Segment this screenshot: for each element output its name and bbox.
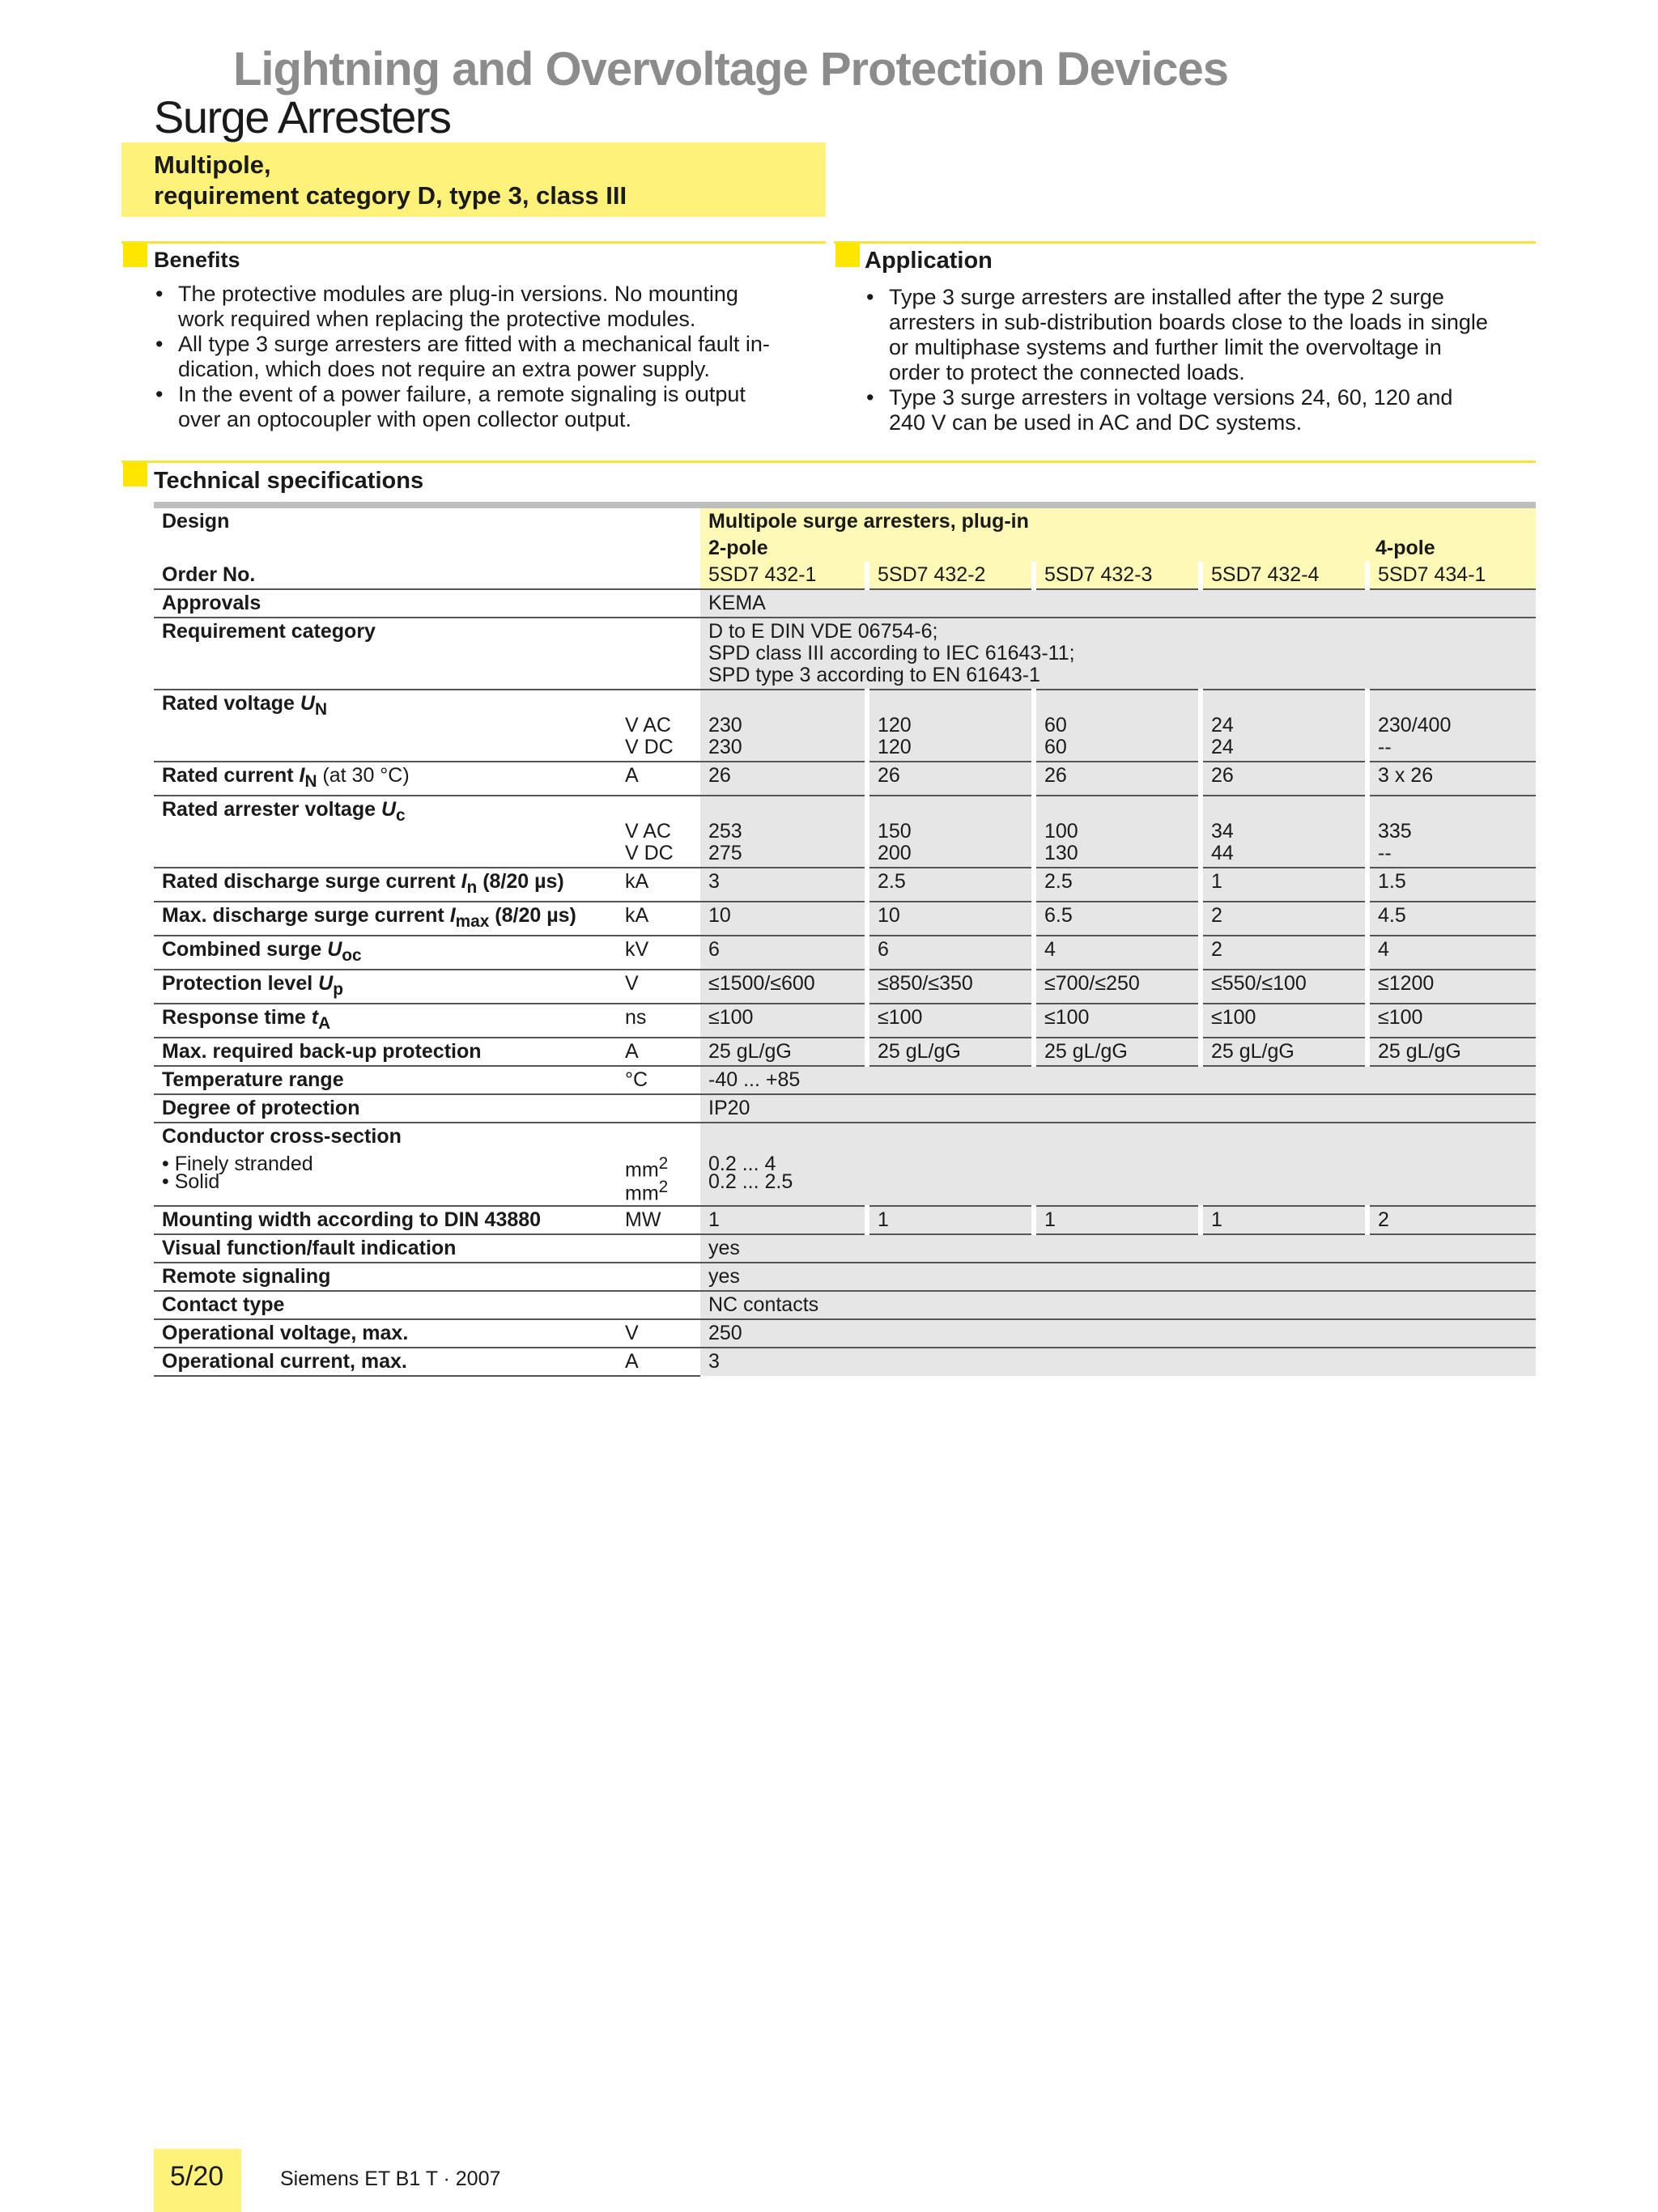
order-number: 5SD7 432-4 (1201, 562, 1367, 589)
spec-value: 2.5 (867, 868, 1034, 902)
table-row (154, 970, 1536, 1004)
conductor-solid-label: • Solid (162, 1170, 220, 1193)
table-row (154, 762, 1536, 796)
application-marker (835, 243, 860, 267)
op-current-unit: A (625, 1348, 700, 1376)
requirement-line: SPD class III according to IEC 61643-11; (708, 642, 1075, 664)
page-number: 5/20 (170, 2161, 224, 2192)
application-line: or multiphase systems and further limit the overvoltage in (889, 335, 1442, 359)
benefits-rule (121, 241, 826, 244)
rated-current-value: 26 (700, 762, 867, 796)
rated-current-value: 26 (1034, 762, 1201, 796)
table-row (154, 1348, 1536, 1376)
unit-vdc: V DC (625, 842, 674, 864)
spec-value: ≤100 (1201, 1004, 1367, 1038)
table-row (154, 618, 1536, 690)
mounting-value: 1 (1034, 1206, 1201, 1234)
table-row (154, 1234, 1536, 1263)
temperature-value: -40 ... +85 (700, 1066, 1536, 1094)
application-line: arresters in sub-distribution boards close to the loads in single (889, 310, 1488, 334)
arrester-voltage-value: 100 130 (1034, 796, 1201, 868)
arrester-voltage-value: 335 -- (1367, 796, 1536, 868)
arrester-voltage-value: 34 44 (1201, 796, 1367, 868)
arrester-voltage-units (625, 796, 700, 868)
rated-current-value: 3 x 26 (1367, 762, 1536, 796)
design-value: Multipole surge arresters, plug-in (700, 508, 1536, 535)
spec-value: 25 gL/gG (1034, 1038, 1201, 1066)
table-top-bar (154, 502, 1536, 508)
table-row (154, 1038, 1536, 1066)
unit-vdc: V DC (625, 736, 674, 758)
spec-value: ≤100 (867, 1004, 1034, 1038)
spec-value: 10 (867, 902, 1034, 936)
visual-value: yes (700, 1234, 1536, 1263)
specs-table (154, 508, 1536, 1377)
spec-value: 25 gL/gG (1367, 1038, 1536, 1066)
table-row (154, 1263, 1536, 1291)
contact-label: Contact type (154, 1291, 625, 1319)
table-row (154, 1004, 1536, 1038)
unit-vac: V AC (625, 714, 671, 737)
arrester-voltage-value: 150 200 (867, 796, 1034, 868)
spec-value: ≤700/≤250 (1034, 970, 1201, 1004)
table-row (154, 868, 1536, 902)
spec-unit: kA (625, 868, 700, 902)
design-label: Design (162, 510, 230, 533)
application-list (865, 285, 1537, 435)
conductor-values: 0.2 ... 4 0.2 ... 2.5 (700, 1123, 1536, 1206)
spec-label: Protection level $U_p$ (154, 970, 625, 1004)
spec-value: ≤100 (1367, 1004, 1536, 1038)
conductor-fine-label: • Finely stranded (162, 1153, 313, 1175)
pole-2-label: 2-pole (700, 535, 1367, 562)
op-current-value: 3 (700, 1348, 1536, 1376)
spec-value: ≤550/≤100 (1201, 970, 1367, 1004)
application-line: order to protect the connected loads. (889, 360, 1245, 384)
table-row (154, 1291, 1536, 1319)
rated-current-value: 26 (1201, 762, 1367, 796)
spec-label: Combined surge $U_{oc}$ (154, 936, 625, 970)
spec-rows (154, 868, 1536, 1066)
op-current-label: Operational current, max. (154, 1348, 625, 1376)
table-row (154, 690, 1536, 762)
application-line: Type 3 surge arresters are installed after the type 2 surge (889, 285, 1444, 309)
arrester-voltage-value: 253 275 (700, 796, 867, 868)
op-voltage-value: 250 (700, 1319, 1536, 1348)
footer-text: Siemens ET B1 T · 2007 (280, 2167, 501, 2190)
spec-value: 4 (1367, 936, 1536, 970)
table-row (154, 589, 1536, 618)
table-row (154, 1123, 1536, 1206)
spec-unit: ns (625, 1004, 700, 1038)
spec-unit: A (625, 1038, 700, 1066)
table-row (154, 1094, 1536, 1123)
table-row (154, 1319, 1536, 1348)
mounting-label: Mounting width according to DIN 43880 (154, 1206, 625, 1234)
spec-value: ≤1200 (1367, 970, 1536, 1004)
order-number: 5SD7 434-1 (1367, 562, 1536, 589)
approvals-value: KEMA (700, 589, 1536, 618)
specs-marker (123, 462, 147, 486)
table-row (154, 1066, 1536, 1094)
header-category: Lightning and Overvoltage Protection Devices (233, 43, 1229, 96)
benefits-line: over an optocoupler with open collector output. (178, 407, 631, 431)
spec-label: Response time $t_A$ (154, 1004, 625, 1038)
application-item (865, 385, 1537, 435)
rated-current-label: Rated current $I_N$ (at 30 °C) (154, 762, 625, 796)
remote-label: Remote signaling (154, 1263, 625, 1291)
spec-value: 6 (700, 936, 867, 970)
table-row (154, 1206, 1536, 1234)
benefits-line: work required when replacing the protective modules. (178, 307, 696, 331)
requirement-value (700, 618, 1536, 690)
rated-voltage-value: 230 230 (700, 690, 867, 762)
remote-value: yes (700, 1263, 1536, 1291)
order-number: 5SD7 432-2 (867, 562, 1034, 589)
rated-voltage-units (625, 690, 700, 762)
specs-rule (121, 461, 1536, 463)
table-row (154, 562, 1536, 589)
rated-current-value: 26 (867, 762, 1034, 796)
op-voltage-label: Operational voltage, max. (154, 1319, 625, 1348)
spec-value: 10 (700, 902, 867, 936)
rated-voltage-value: 24 24 (1201, 690, 1367, 762)
requirement-line: SPD type 3 according to EN 61643-1 (708, 664, 1040, 686)
spec-value: 2.5 (1034, 868, 1201, 902)
table-row (154, 796, 1536, 868)
benefits-item (154, 332, 834, 382)
spec-unit: kV (625, 936, 700, 970)
table-row (154, 936, 1536, 970)
application-heading: Application (865, 248, 993, 274)
application-line: Type 3 surge arresters in voltage versions 24, 60, 120 and (889, 385, 1453, 410)
rated-voltage-value: 230/400 -- (1367, 690, 1536, 762)
subtitle-line-1: Multipole, (154, 151, 271, 179)
conductor-units: $mm^2$ $mm^2$ (625, 1123, 700, 1206)
specs-table-wrap (154, 502, 1536, 1377)
benefits-line: In the event of a power failure, a remote signaling is output (178, 382, 746, 406)
table-row (154, 508, 1536, 535)
mounting-value: 2 (1367, 1206, 1536, 1234)
pole-4-label: 4-pole (1367, 535, 1536, 562)
spec-label: Rated discharge surge current $I_n$ (8/20 µs) (154, 868, 625, 902)
spec-value: 25 gL/gG (700, 1038, 867, 1066)
contact-value: NC contacts (700, 1291, 1536, 1319)
visual-label: Visual function/fault indication (154, 1234, 625, 1263)
subtitle-box (121, 142, 826, 217)
op-voltage-unit: V (625, 1319, 700, 1348)
rated-voltage-value: 120 120 (867, 690, 1034, 762)
application-rule (834, 241, 1536, 244)
spec-value: 2 (1201, 936, 1367, 970)
spec-value: ≤100 (1034, 1004, 1201, 1038)
benefits-line: dication, which does not require an extra power supply. (178, 357, 710, 381)
mounting-value: 1 (700, 1206, 867, 1234)
rated-current-unit: A (625, 762, 700, 796)
order-label: Order No. (154, 562, 625, 589)
benefits-list (154, 282, 834, 432)
degree-label: Degree of protection (154, 1094, 625, 1123)
requirement-line: D to E DIN VDE 06754-6; (708, 620, 938, 643)
spec-value: ≤850/≤350 (867, 970, 1034, 1004)
conductor-label: Conductor cross-section • Finely stranded • Solid (154, 1123, 625, 1206)
spec-value: ≤1500/≤600 (700, 970, 867, 1004)
degree-value: IP20 (700, 1094, 1536, 1123)
table-row (154, 902, 1536, 936)
order-number: 5SD7 432-1 (700, 562, 867, 589)
application-item (865, 285, 1537, 385)
mounting-value: 1 (867, 1206, 1034, 1234)
rated-voltage-value: 60 60 (1034, 690, 1201, 762)
order-number: 5SD7 432-3 (1034, 562, 1201, 589)
spec-value: 4 (1034, 936, 1201, 970)
subtitle-line-2: requirement category D, type 3, class III (154, 181, 627, 210)
temperature-unit: °C (625, 1066, 700, 1094)
benefits-heading: Benefits (154, 248, 240, 272)
benefits-item (154, 382, 834, 432)
benefits-line: All type 3 surge arresters are fitted with a mechanical fault in- (178, 332, 770, 356)
approvals-label: Approvals (154, 589, 625, 618)
specs-heading: Technical specifications (154, 468, 424, 494)
benefits-marker (123, 243, 147, 267)
spec-value: 4.5 (1367, 902, 1536, 936)
rated-voltage-label: Rated voltage $U_N$ (154, 690, 625, 762)
mounting-value: 1 (1201, 1206, 1367, 1234)
spec-unit: V (625, 970, 700, 1004)
requirement-label: Requirement category (154, 618, 625, 690)
spec-value: 6 (867, 936, 1034, 970)
unit-vac: V AC (625, 820, 671, 843)
spec-value: 3 (700, 868, 867, 902)
arrester-voltage-label: Rated arrester voltage $U_c$ (154, 796, 625, 868)
spec-value: 25 gL/gG (1201, 1038, 1367, 1066)
spec-value: 6.5 (1034, 902, 1201, 936)
temperature-label: Temperature range (154, 1066, 625, 1094)
application-line: 240 V can be used in AC and DC systems. (889, 410, 1303, 435)
spec-value: 25 gL/gG (867, 1038, 1034, 1066)
mounting-unit: MW (625, 1206, 700, 1234)
spec-unit: kA (625, 902, 700, 936)
spec-label: Max. discharge surge current $I_{max}$ (8/20 µs) (154, 902, 625, 936)
spec-value: 1 (1201, 868, 1367, 902)
benefits-item (154, 282, 834, 332)
page-title: Surge Arresters (154, 91, 451, 142)
benefits-line: The protective modules are plug-in versions. No mounting (178, 282, 738, 306)
spec-label: Max. required back-up protection (154, 1038, 625, 1066)
spec-value: 1.5 (1367, 868, 1536, 902)
table-row (154, 535, 1536, 562)
spec-value: 2 (1201, 902, 1367, 936)
spec-value: ≤100 (700, 1004, 867, 1038)
